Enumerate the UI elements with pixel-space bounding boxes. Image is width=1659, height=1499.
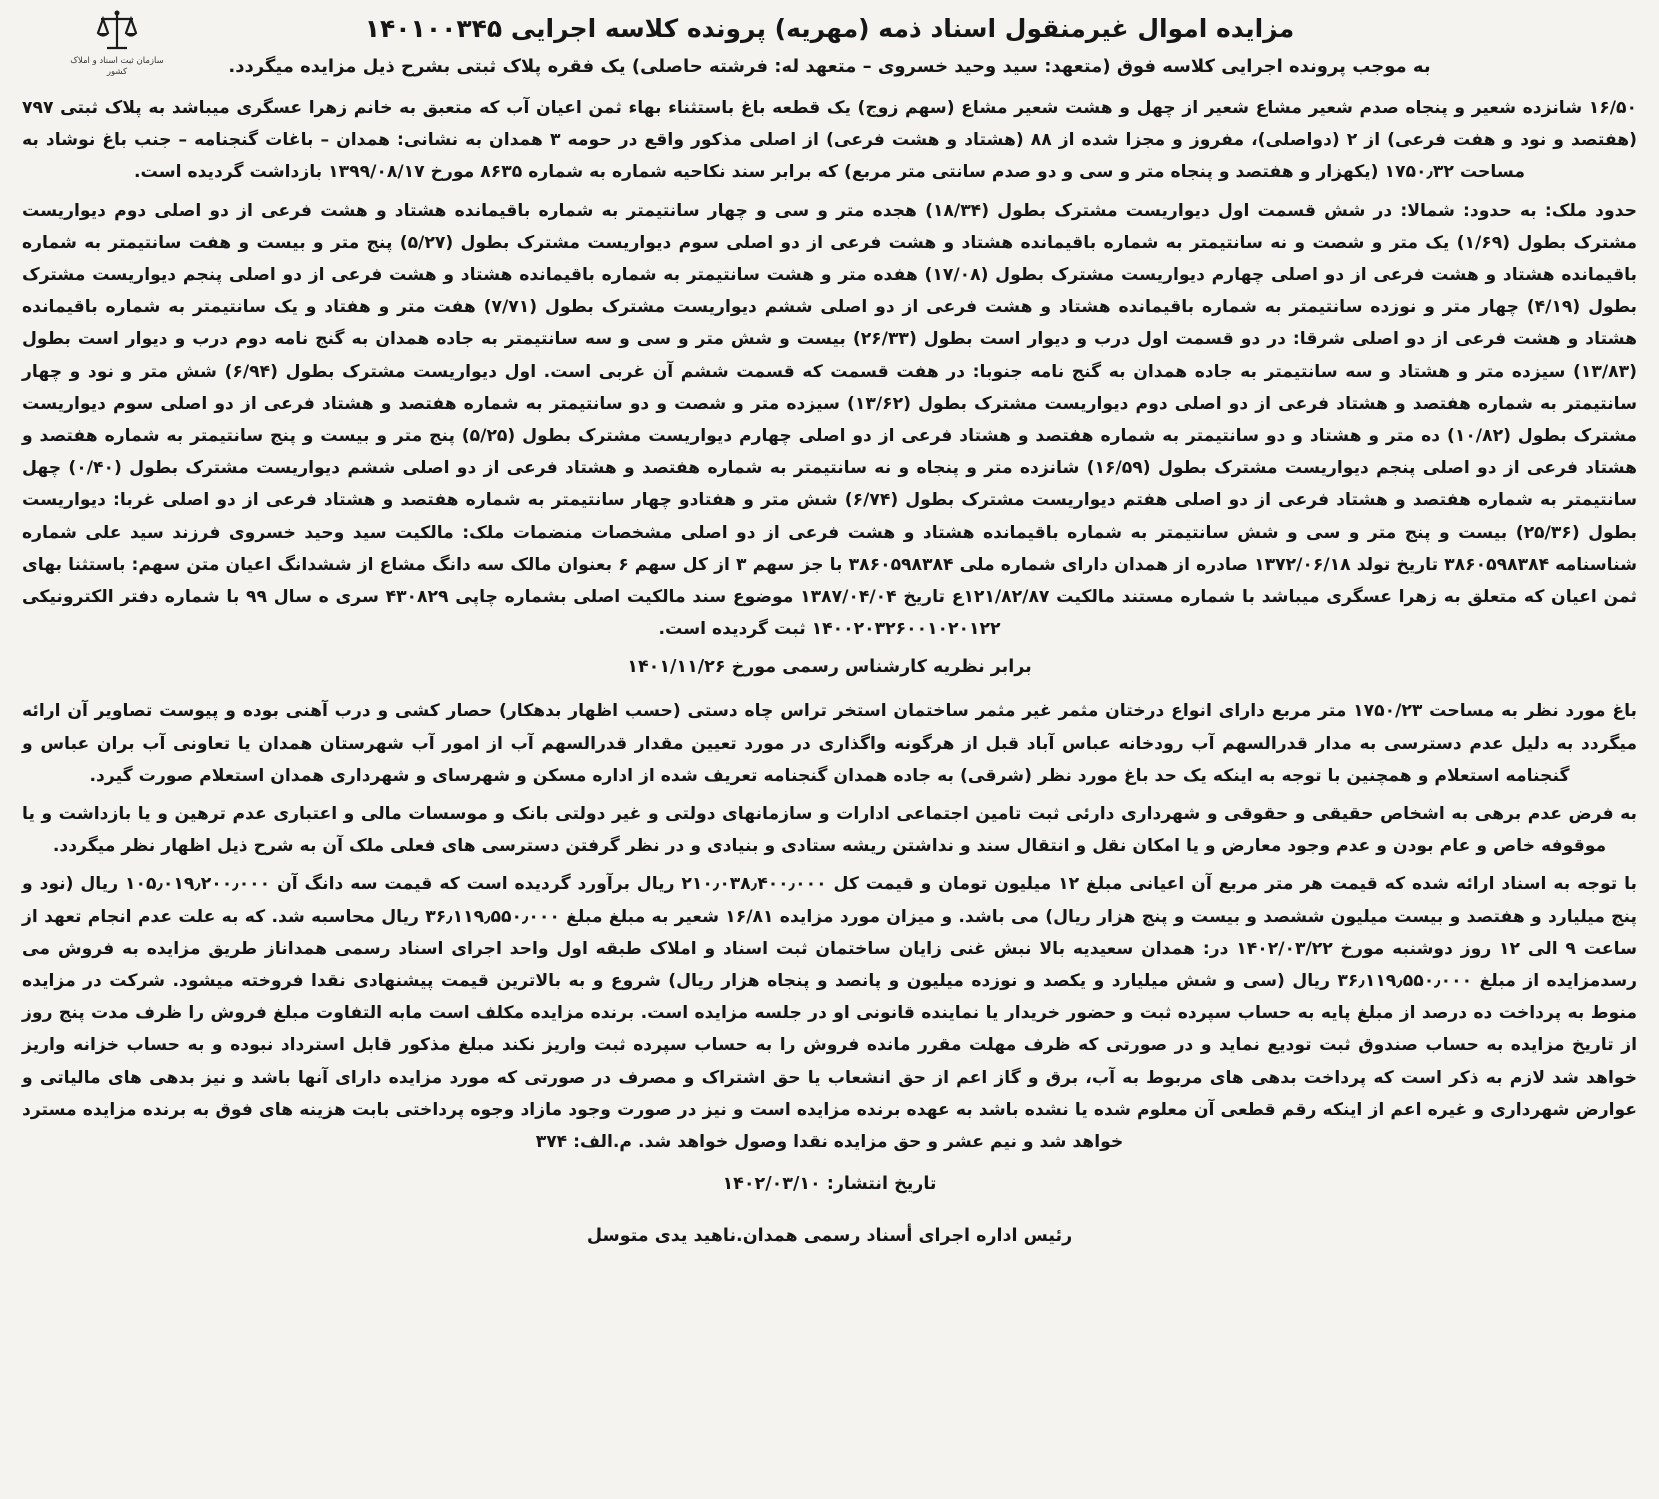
notice-title: مزایده اموال غیرمنقول اسناد ذمه (مهریه) پرونده کلاسه اجرایی ۱۴۰۱۰۰۳۴۵	[364, 14, 1295, 43]
assumptions-paragraph: به فرض عدم برهی به اشخاص حقیقی و حقوقی و شهرداری دارئی ثبت تامین اجتماعی ادارات و سازمانهای دولتی و غیر دولتی بانک و موسسات مالی و اعتباری عدم ترهین و یا بازداشت و یا موقوفه خاص و عام بودن و عدم وجود معارض و یا امکان نقل و انتقال سند و نداشتن ریشه ستادی و بنیادی و در نظر گرفتن دسترسی های فعلی ملک آن به شرح ذیل اظهار نظر میگردد.	[22, 804, 1637, 857]
scales-of-justice-icon	[94, 8, 140, 54]
garden-description-paragraph: باغ مورد نظر به مساحت ۱۷۵۰/۲۳ متر مربع دارای انواع درختان مثمر غیر مثمر ساختمان استخر تراس چاه دستی (حسب اظهار بدهکار) حصار کشی و درب آهنی بوده و پیوست تصاویر آن ارائه میگردد به دلیل عدم دسترسی به مدار قدرالسهم آب رودخانه عباس آباد قبل از هرگونه واگذاری در مورد تعیین مقدار قدرالسهم آب از امور آب شهرستان همدان یا تعاونی آب بران عباس و گنجنامه استعلام و همچنین با توجه به اینکه یک حد باغ مورد نظر (شرقی) به جاده همدان گنجنامه تعریف شده از اداره مسکن و شهرسای و شهرداری همدان استعلام صورت گیرد.	[22, 701, 1637, 786]
emblem	[62, 8, 172, 78]
signature-line: رئیس اداره اجرای أسناد رسمی همدان.ناهید یدی متوسل	[586, 1226, 1073, 1247]
notice-intro: به موجب پرونده اجرایی کلاسه فوق (متعهد: سید وحید خسروی – متعهد له: فرشته حاصلی) یک فقره پلاک ثبتی بشرح ذیل مزایده میگردد.	[228, 56, 1431, 77]
publish-date: تاریخ انتشار: ۱۴۰۲/۰۳/۱۰	[722, 1174, 937, 1195]
property-boundaries-paragraph: حدود ملک: به حدود: شمالا: در شش قسمت اول دیواریست مشترک بطول (۱۸/۳۴) هجده متر و سی و چهار سانتیمتر به شماره باقیمانده هشتاد و هشت فرعی از دو اصلی دوم دیواریست مشترک بطول (۱/۶۹) یک متر و شصت و نه سانتیمتر به شماره باقیمانده هشتاد و هشت فرعی از دو اصلی سوم دیواریست مشترک بطول (۵/۲۷) پنج متر و بیست و هفت سانتیمتر به شماره باقیمانده هشتاد و هشت فرعی از دو اصلی چهارم دیواریست مشترک بطول (۱۷/۰۸) هفده متر و هشت سانتیمتر به شماره باقیمانده هشتاد و هشت فرعی از دو اصلی پنجم دیواریست مشترک بطول (۴/۱۹) چهار متر و نوزده سانتیمتر به شماره باقیمانده هشتاد و هشت فرعی از دو اصلی ششم دیواریست مشترک بطول (۷/۷۱) هفت متر و هفتاد و یک سانتیمتر به شماره باقیمانده هشتاد و هشت فرعی از دو اصلی شرقا: در دو قسمت اول درب و دیوار است بطول (۲۶/۳۳) بیست و شش متر و سی و سه سانتیمتر به جاده همدان به گنج نامه دوم درب و دیوار است بطول (۱۳/۸۳) سیزده متر و هشتاد و سه سانتیمتر به جاده همدان به گنج نامه جنوبا: در هفت قسمت که قسمت ششم آن غربی است. اول دیواریست مشترک بطول (۶/۹۴) شش متر و نود و چهار سانتیمتر به شماره هفتصد و هشتاد فرعی از دو اصلی دوم دیواریست مشترک بطول (۱۳/۶۲) سیزده متر و شصت و دو سانتیمتر به شماره هفتصد و هشتاد فرعی از دو اصلی سوم دیواریست مشترک بطول (۱۰/۸۲) ده متر و هشتاد و دو سانتیمتر به شماره هفتصد و هشتاد فرعی از دو اصلی چهارم دیواریست مشترک بطول (۵/۲۵) پنج متر و بیست و پنج سانتیمتر به شماره هفتصد و هشتاد فرعی از دو اصلی پنجم دیواریست مشترک بطول (۱۶/۵۹) شانزده متر و پنجاه و نه سانتیمتر به شماره هفتصد و هشتاد فرعی از دو اصلی ششم دیواریست مشترک بطول (۰/۴۰) چهل سانتیمتر به شماره هفتصد و هشتاد فرعی از دو اصلی هفتم دیواریست مشترک بطول (۶/۷۴) شش متر و هفتادو چهار سانتیمتر به شماره هفتصد و هشتاد فرعی از دو اصلی غربا: دیواریست بطول (۲۵/۳۶) بیست و پنج متر و سی و شش سانتیمتر به شماره باقیمانده هشتاد و هشت فرعی از دو اصلی مشخصات منضمات ملک: مالکیت سید وحید خسروی فرزند سید علی شماره شناسنامه ۳۸۶۰۵۹۸۳۸۴ تاریخ تولد ۱۳۷۲/۰۶/۱۸ صادره از همدان دارای شماره ملی ۳۸۶۰۵۹۸۳۸۴ با جز سهم ۳ از کل سهم ۶ بعنوان مالک سه دانگ مشاع از ششدانگ اعیان متن سهم: باستثنا بهای ثمن اعیان که متعلق به زهرا عسگری میباشد با شماره مستند مالکیت ۱۲۱/۸۲/۸۷ع تاریخ ۱۳۸۷/۰۴/۰۴ موضوع سند مالکیت اصلی بشماره چاپی ۴۳۰۸۲۹ سری ه سال ۹۹ با شماره دفتر الکترونیکی ۱۴۰۰۲۰۳۲۶۰۰۱۰۲۰۱۲۲ ثبت گردیده است.	[22, 200, 1638, 640]
property-share-paragraph: ۱۶/۵۰ شانزده شعیر و پنجاه صدم شعیر مشاع شعیر از چهل و هشت شعیر مشاع (سهم زوج) یک قطعه باغ باستثناء بهاء ثمن اعیان آب که متعبق به خانم زهرا عسگری میباشد به پلاک ثبتی ۷۹۷ (هفتصد و نود و هفت فرعی) از ۲ (دواصلی)، مفروز و مجزا شده از ۸۸ (هشتاد و هشت فرعی) از اصلی مذکور واقع در حومه ۳ همدان به نشانی: همدان – باغات گنجنامه – جنب باغ نوشاد به مساحت ۱۷۵۰٫۳۲ (یکهزار و هفتصد و پنجاه متر و سی و دو صدم سانتی متر مربع) که برابر سند نکاحیه شماره به شماره ۸۶۳۵ مورخ ۱۳۹۹/۰۸/۱۷ بازداشت گردیده است.	[22, 98, 1637, 183]
expert-opinion-heading: برابر نظریه کارشناس رسمی مورخ ۱۴۰۱/۱۱/۲۶	[627, 657, 1032, 678]
valuation-terms-paragraph: با توجه به اسناد ارائه شده که قیمت هر متر مربع آن اعیانی مبلغ ۱۲ میلیون تومان و قیمت کل ۲۱۰٫۰۳۸٫۴۰۰٫۰۰۰ ریال برآورد گردیده است که قیمت سه دانگ آن ۱۰۵٫۰۱۹٫۲۰۰٫۰۰۰ ریال (نود و پنج میلیارد و هفتصد و بیست میلیون ششصد و بیست و پنج هزار ریال) می باشد. و میزان مورد مزایده ۱۶/۸۱ شعیر به مبلغ مبلغ ۳۶٫۱۱۹٫۵۵۰٫۰۰۰ ریال محاسبه شد. که به علت عدم انجام تعهد از ساعت ۹ الی ۱۲ روز دوشنبه مورخ ۱۴۰۲/۰۳/۲۲ در: همدان سعیدیه بالا نبش غنی زایان ساختمان ثبت اسناد و املاک طبقه اول واحد اجرای اسناد رسمی همداناز طریق مزایده به فروش می رسدمزایده از مبلغ ۳۶٫۱۱۹٫۵۵۰٫۰۰۰ ریال (سی و شش میلیارد و یکصد و نوزده میلیون و پانصد و پنجاه هزار ریال) شروع و به بالاترین قیمت پیشنهادی نقدا فروخته میشود. شرکت در مزایده منوط به پرداخت ده درصد از مبلغ پایه به حساب سپرده ثبت و حضور خریدار یا نماینده قانونی او در جلسه مزایده است. برنده مزایده مکلف است مابه التفاوت مبلغ فروش را ظرف مدت پنج روز از تاریخ مزایده به حساب صندوق ثبت تودیع نماید و در صورتی که ظرف مهلت مقرر مانده فروش را به حساب سپرده ثبت واریز نکند مبلغ مذکور قابل استرداد نبوده و به حساب خزانه واریز خواهد شد لازم به ذکر است که پرداخت بدهی های مربوط به آب، برق و گاز اعم از حق انشعاب یا حق اشتراک و مصرف در صورتی که مورد مزایده دارای آنها باشد و نیز بدهی های مالیاتی و عوارض شهرداری و غیره اعم از اینکه رقم قطعی آن معلوم شده یا نشده باشد به عهده برنده مزایده است و نیز در صورت وجود مازاد وجوه پرداختی بابت هزینه های فوق به برنده مزایده مسترد خواهد شد و نیم عشر و حق مزایده نقدا وصول خواهد شد. م.الف: ۳۷۴	[22, 874, 1638, 1153]
emblem-caption: سازمان ثبت اسناد و املاک کشور	[70, 56, 164, 77]
